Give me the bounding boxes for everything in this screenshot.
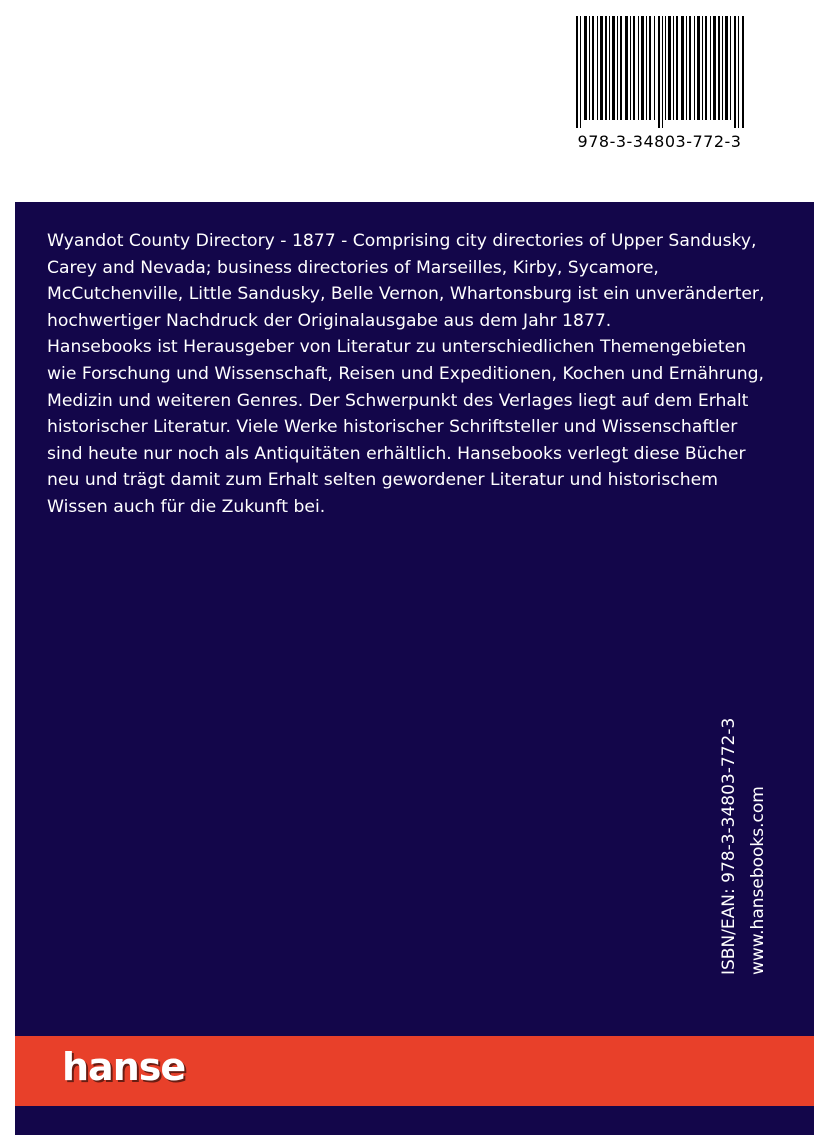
brand-strip [15,1036,814,1106]
description-paragraph: Wyandot County Directory - 1877 - Comprising city directories of Upper Sandusky, Carey and Nevada; business directories of Marseilles, Kirby, Sycamore, McCutchenville, Little Sandusky, Belle Vernon, Whartonsburg ist ein unveränderter, hochwertiger Nachdruck der Originalausgabe aus dem Jahr 1877. [47,231,765,331]
side-info [715,695,775,975]
hanse-logo: hanse [62,1045,186,1089]
barcode-number: 978-3-34803-772-3 [577,132,742,151]
barcode-bars [576,16,744,128]
side-info-text [715,695,775,975]
description-paragraph: Hansebooks ist Herausgeber von Literatur zu unterschiedlichen Themengebieten wie Forschung und Wissenschaft, Reisen und Expeditionen, Kochen und Ernährung, Medizin und weiteren Genres. Der Schwerpunkt des Verlages liegt auf dem Erhalt historischer Literatur. Viele Werke historischer Schriftsteller und Wissenschaftler sind heute nur noch als Antiquitäten erhältlich. Hansebooks verlegt diese Bücher neu und trägt damit zum Erhalt selten gewordener Literatur und historischem Wissen auch für die Zukunft bei. [47,337,764,517]
isbn-label: ISBN/EAN: 978-3-34803-772-3 [719,717,739,975]
book-description [47,228,777,521]
barcode [572,14,747,154]
website-link: www.hansebooks.com [748,786,768,975]
